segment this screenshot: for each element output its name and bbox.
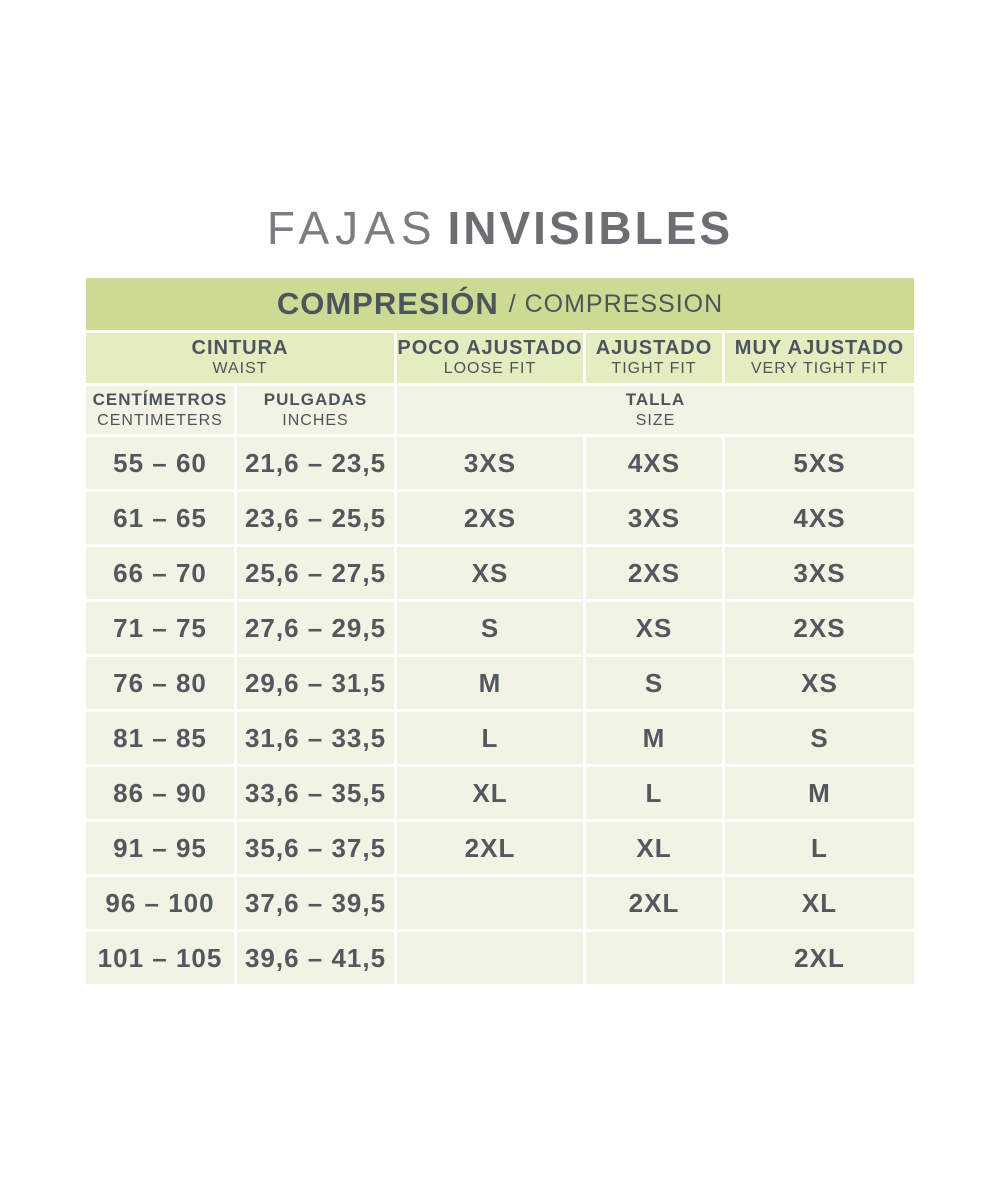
table-cell-cm-row-2: 61 – 65 (86, 492, 234, 544)
subheader-centimetros-es: CENTÍMETROS (92, 390, 228, 410)
table-cell-tight-row-6: M (586, 712, 722, 764)
column-header-ajustado-es: AJUSTADO (595, 337, 713, 360)
column-header-cintura-en: WAIST (212, 360, 268, 378)
table-cell-in-row-9: 37,6 – 39,5 (237, 877, 394, 929)
table-cell-in-row-1: 21,6 – 23,5 (237, 437, 394, 489)
table-cell-very_tight-row-2: 4XS (725, 492, 914, 544)
table-cell-very_tight-row-4: 2XS (725, 602, 914, 654)
table-cell-in-row-4: 27,6 – 29,5 (237, 602, 394, 654)
table-cell-very_tight-row-6: S (725, 712, 914, 764)
table-cell-very_tight-row-7: M (725, 767, 914, 819)
column-header-cintura (86, 333, 394, 383)
column-header-ajustado-en: TIGHT FIT (611, 360, 697, 378)
compression-label-en: / COMPRESSION (508, 289, 724, 318)
page-title-bold: INVISIBLES (447, 202, 734, 254)
column-header-poco-ajustado-en: LOOSE FIT (443, 360, 537, 378)
column-header-ajustado (586, 333, 722, 383)
column-header-poco-ajustado-es: POCO AJUSTADO (397, 337, 583, 360)
table-cell-tight-row-9: 2XL (586, 877, 722, 929)
column-header-cintura-es: CINTURA (191, 337, 289, 360)
table-cell-cm-row-6: 81 – 85 (86, 712, 234, 764)
table-cell-very_tight-row-9: XL (725, 877, 914, 929)
table-cell-in-row-10: 39,6 – 41,5 (237, 932, 394, 984)
table-cell-in-row-5: 29,6 – 31,5 (237, 657, 394, 709)
subheader-talla (397, 386, 914, 434)
subheader-centimetros (86, 386, 234, 434)
table-cell-loose-row-9 (397, 877, 583, 929)
table-cell-tight-row-4: XS (586, 602, 722, 654)
compression-label-es: COMPRESIÓN (276, 286, 499, 321)
table-cell-loose-row-10 (397, 932, 583, 984)
table-cell-in-row-6: 31,6 – 33,5 (237, 712, 394, 764)
page-title-light: FAJAS (266, 202, 438, 254)
table-cell-cm-row-4: 71 – 75 (86, 602, 234, 654)
compression-header-bar (86, 278, 914, 330)
table-cell-cm-row-10: 101 – 105 (86, 932, 234, 984)
table-cell-loose-row-3: XS (397, 547, 583, 599)
table-cell-loose-row-4: S (397, 602, 583, 654)
table-cell-very_tight-row-10: 2XL (725, 932, 914, 984)
table-cell-tight-row-10 (586, 932, 722, 984)
table-cell-cm-row-5: 76 – 80 (86, 657, 234, 709)
table-cell-cm-row-1: 55 – 60 (86, 437, 234, 489)
table-cell-tight-row-7: L (586, 767, 722, 819)
subheader-talla-es: TALLA (625, 390, 686, 410)
subheader-pulgadas-es: PULGADAS (263, 390, 368, 410)
subheader-centimetros-en: CENTIMETERS (97, 411, 223, 429)
table-cell-cm-row-3: 66 – 70 (86, 547, 234, 599)
page-title (0, 202, 1000, 255)
table-cell-in-row-8: 35,6 – 37,5 (237, 822, 394, 874)
table-cell-very_tight-row-8: L (725, 822, 914, 874)
table-cell-loose-row-2: 2XS (397, 492, 583, 544)
table-cell-cm-row-7: 86 – 90 (86, 767, 234, 819)
column-header-muy-ajustado-es: MUY AJUSTADO (734, 337, 905, 360)
table-cell-tight-row-2: 3XS (586, 492, 722, 544)
table-cell-loose-row-7: XL (397, 767, 583, 819)
table-cell-tight-row-1: 4XS (586, 437, 722, 489)
column-header-muy-ajustado (725, 333, 914, 383)
subheader-talla-en: SIZE (635, 411, 676, 429)
table-cell-tight-row-8: XL (586, 822, 722, 874)
table-cell-tight-row-3: 2XS (586, 547, 722, 599)
table-cell-in-row-7: 33,6 – 35,5 (237, 767, 394, 819)
table-cell-in-row-3: 25,6 – 27,5 (237, 547, 394, 599)
table-cell-loose-row-8: 2XL (397, 822, 583, 874)
column-header-muy-ajustado-en: VERY TIGHT FIT (750, 360, 889, 378)
table-cell-loose-row-6: L (397, 712, 583, 764)
column-header-poco-ajustado (397, 333, 583, 383)
table-cell-very_tight-row-5: XS (725, 657, 914, 709)
table-cell-very_tight-row-3: 3XS (725, 547, 914, 599)
table-cell-very_tight-row-1: 5XS (725, 437, 914, 489)
table-cell-cm-row-8: 91 – 95 (86, 822, 234, 874)
table-cell-loose-row-1: 3XS (397, 437, 583, 489)
subheader-pulgadas (237, 386, 394, 434)
table-cell-loose-row-5: M (397, 657, 583, 709)
table-cell-tight-row-5: S (586, 657, 722, 709)
size-chart-table (86, 278, 914, 984)
subheader-pulgadas-en: INCHES (282, 411, 349, 429)
table-cell-cm-row-9: 96 – 100 (86, 877, 234, 929)
table-cell-in-row-2: 23,6 – 25,5 (237, 492, 394, 544)
